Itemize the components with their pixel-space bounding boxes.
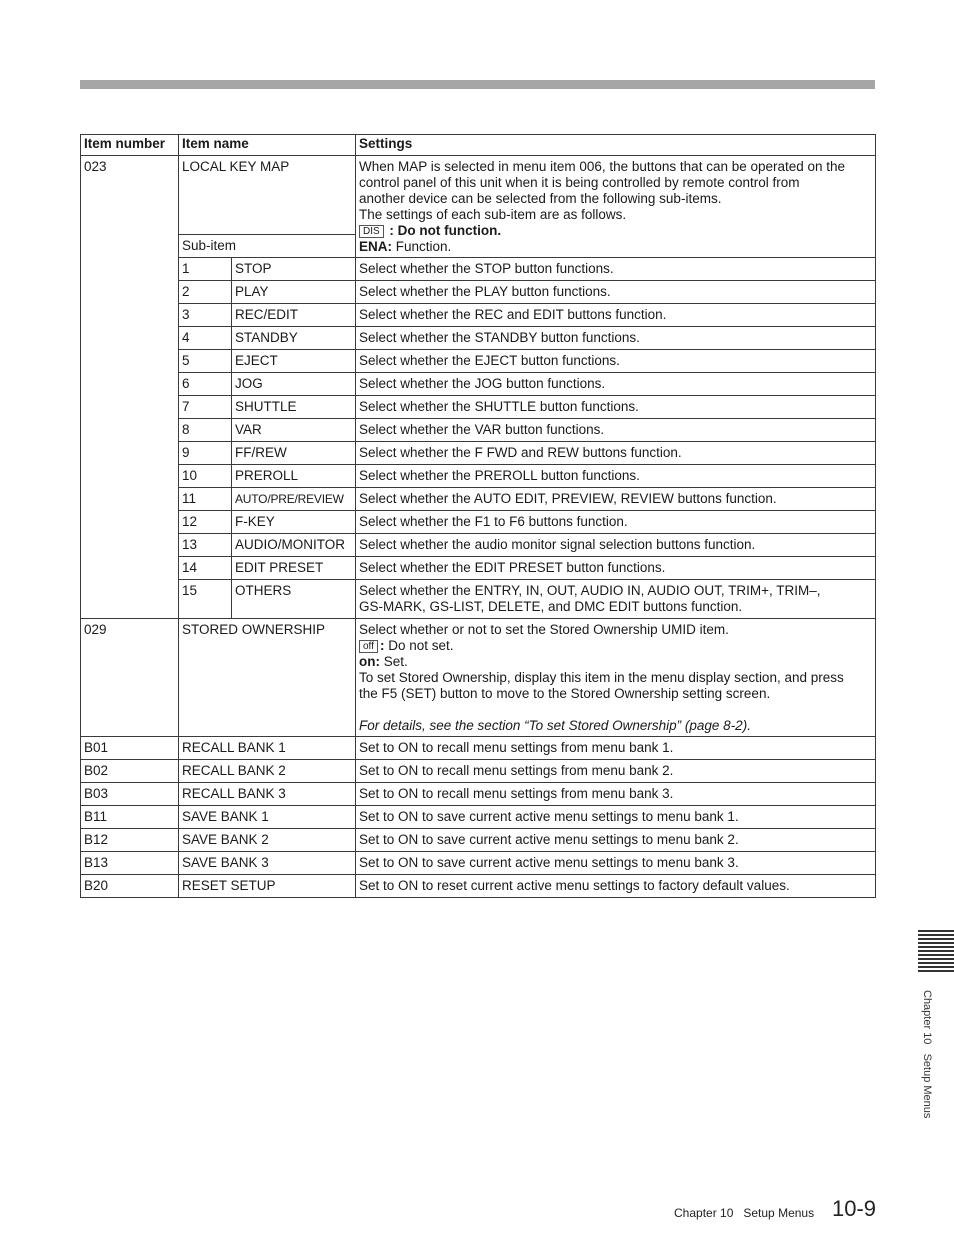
subitem-name: STANDBY [232, 327, 356, 350]
item-name: RESET SETUP [179, 875, 356, 898]
subitem-name: STOP [232, 258, 356, 281]
subitem-number: 1 [179, 258, 232, 281]
subitem-number: 5 [179, 350, 232, 373]
top-rule [80, 80, 875, 89]
item-name: SAVE BANK 3 [179, 852, 356, 875]
table-row [81, 783, 876, 806]
item-number: B11 [81, 806, 179, 829]
table-header [81, 135, 876, 156]
table-row [81, 580, 876, 619]
table-row [81, 534, 876, 557]
settings-line: another device can be selected from the following sub-items. [359, 191, 722, 206]
subitem-name: OTHERS [232, 580, 356, 619]
table-row [81, 806, 876, 829]
subitem-desc: Select whether the EDIT PRESET button functions. [356, 557, 876, 580]
settings-option [359, 654, 872, 670]
header-item-name: Item name [179, 135, 356, 156]
subitem-name: PLAY [232, 281, 356, 304]
default-value-box: DIS [359, 225, 384, 238]
item-settings [356, 619, 876, 737]
item-number: 023 [81, 156, 179, 619]
setup-menu-table [80, 134, 876, 898]
subitem-number: 6 [179, 373, 232, 396]
settings-line: control panel of this unit when it is being controlled by remote control from [359, 175, 800, 190]
item-number: B01 [81, 737, 179, 760]
subitem-desc: Select whether the PREROLL button functions. [356, 465, 876, 488]
subitem-number: 14 [179, 557, 232, 580]
settings-option [359, 638, 872, 654]
option-label: ENA: [359, 239, 392, 254]
subitem-name: PREROLL [232, 465, 356, 488]
item-settings: Set to ON to save current active menu settings to menu bank 2. [356, 829, 876, 852]
subitem-desc: Select whether the PLAY button functions. [356, 281, 876, 304]
subitem-desc: Select whether the F FWD and REW buttons function. [356, 442, 876, 465]
subitem-number: 2 [179, 281, 232, 304]
chapter-thumb-tab [918, 930, 954, 976]
settings-line: When MAP is selected in menu item 006, the buttons that can be operated on the [359, 159, 846, 174]
desc-line: Select whether the ENTRY, IN, OUT, AUDIO IN, AUDIO OUT, TRIM+, TRIM–, [359, 583, 821, 598]
item-number: B13 [81, 852, 179, 875]
subitem-name: AUTO/PRE/REVIEW [232, 488, 356, 511]
option-text: Do not set. [384, 638, 454, 653]
subitem-number: 3 [179, 304, 232, 327]
subitem-number: 10 [179, 465, 232, 488]
table-row [81, 304, 876, 327]
settings-line: To set Stored Ownership, display this item in the menu display section, and press [359, 670, 844, 685]
subitem-desc: Select whether the JOG button functions. [356, 373, 876, 396]
subitem-desc: Select whether the EJECT button functions. [356, 350, 876, 373]
subitem-desc: Select whether the REC and EDIT buttons function. [356, 304, 876, 327]
table-row [81, 419, 876, 442]
table-row [81, 465, 876, 488]
option-label: on: [359, 654, 380, 669]
item-settings: Set to ON to save current active menu settings to menu bank 1. [356, 806, 876, 829]
item-name: SAVE BANK 1 [179, 806, 356, 829]
subitem-name: FF/REW [232, 442, 356, 465]
settings-option [359, 223, 872, 239]
settings-option [359, 239, 872, 255]
item-name: LOCAL KEY MAP [179, 156, 356, 235]
subitem-number: 4 [179, 327, 232, 350]
table-row [81, 852, 876, 875]
settings-line: Select whether or not to set the Stored Ownership UMID item. [359, 622, 729, 637]
table-row [81, 488, 876, 511]
subitem-name: SHUTTLE [232, 396, 356, 419]
item-name: SAVE BANK 2 [179, 829, 356, 852]
subitem-number: 15 [179, 580, 232, 619]
table-row [81, 557, 876, 580]
subitem-label: Sub-item [179, 235, 356, 258]
subitem-name: REC/EDIT [232, 304, 356, 327]
item-name: STORED OWNERSHIP [179, 619, 356, 737]
item-name: RECALL BANK 2 [179, 760, 356, 783]
section-reference: For details, see the section “To set Stored Ownership” (page 8-2). [359, 718, 751, 733]
item-settings: Set to ON to recall menu settings from menu bank 1. [356, 737, 876, 760]
subitem-number: 12 [179, 511, 232, 534]
header-settings: Settings [356, 135, 876, 156]
subitem-number: 11 [179, 488, 232, 511]
table-row [81, 156, 876, 235]
table-row [81, 396, 876, 419]
item-name: RECALL BANK 3 [179, 783, 356, 806]
subitem-number: 8 [179, 419, 232, 442]
table-row [81, 737, 876, 760]
table-row [81, 281, 876, 304]
option-sep: : [379, 638, 385, 653]
subitem-desc: Select whether the F1 to F6 buttons function. [356, 511, 876, 534]
subitem-desc: Select whether the audio monitor signal selection buttons function. [356, 534, 876, 557]
table-row [81, 327, 876, 350]
subitem-name: EDIT PRESET [232, 557, 356, 580]
table-row [81, 350, 876, 373]
subitem-name: EJECT [232, 350, 356, 373]
subitem-desc: Select whether the STANDBY button functions. [356, 327, 876, 350]
subitem-desc [356, 580, 876, 619]
item-number: 029 [81, 619, 179, 737]
option-text: Set. [380, 654, 408, 669]
side-chapter-label: Chapter 10 Setup Menus [921, 990, 933, 1119]
option-text: Function. [392, 239, 452, 254]
subitem-desc: Select whether the AUTO EDIT, PREVIEW, REVIEW buttons function. [356, 488, 876, 511]
subitem-number: 13 [179, 534, 232, 557]
item-settings: Set to ON to recall menu settings from menu bank 3. [356, 783, 876, 806]
option-text: : Do not function. [385, 223, 502, 238]
settings-line: The settings of each sub-item are as follows. [359, 207, 627, 222]
table-row [81, 442, 876, 465]
item-name: RECALL BANK 1 [179, 737, 356, 760]
table-row [81, 829, 876, 852]
subitem-desc: Select whether the STOP button functions. [356, 258, 876, 281]
subitem-desc: Select whether the VAR button functions. [356, 419, 876, 442]
item-number: B20 [81, 875, 179, 898]
item-settings: Set to ON to recall menu settings from menu bank 2. [356, 760, 876, 783]
settings-line: the F5 (SET) button to move to the Stored Ownership setting screen. [359, 686, 771, 701]
subitem-number: 7 [179, 396, 232, 419]
item-settings: Set to ON to reset current active menu settings to factory default values. [356, 875, 876, 898]
item-number: B03 [81, 783, 179, 806]
table-row [81, 511, 876, 534]
item-settings: Set to ON to save current active menu settings to menu bank 3. [356, 852, 876, 875]
default-value-box: off [359, 640, 378, 653]
table-row [81, 875, 876, 898]
subitem-name: JOG [232, 373, 356, 396]
table-row [81, 373, 876, 396]
desc-line: GS-MARK, GS-LIST, DELETE, and DMC EDIT buttons function. [359, 599, 743, 614]
subitem-number: 9 [179, 442, 232, 465]
table-row [81, 619, 876, 737]
subitem-name: F-KEY [232, 511, 356, 534]
table-row [81, 258, 876, 281]
subitem-name: VAR [232, 419, 356, 442]
header-item-number: Item number [81, 135, 179, 156]
page-number: 10-9 [832, 1196, 877, 1221]
item-settings [356, 156, 876, 258]
item-number: B12 [81, 829, 179, 852]
subitem-name: AUDIO/MONITOR [232, 534, 356, 557]
table-row [81, 760, 876, 783]
footer-chapter-label: Chapter 10 Setup Menus [674, 1206, 815, 1220]
item-number: B02 [81, 760, 179, 783]
subitem-desc: Select whether the SHUTTLE button functions. [356, 396, 876, 419]
